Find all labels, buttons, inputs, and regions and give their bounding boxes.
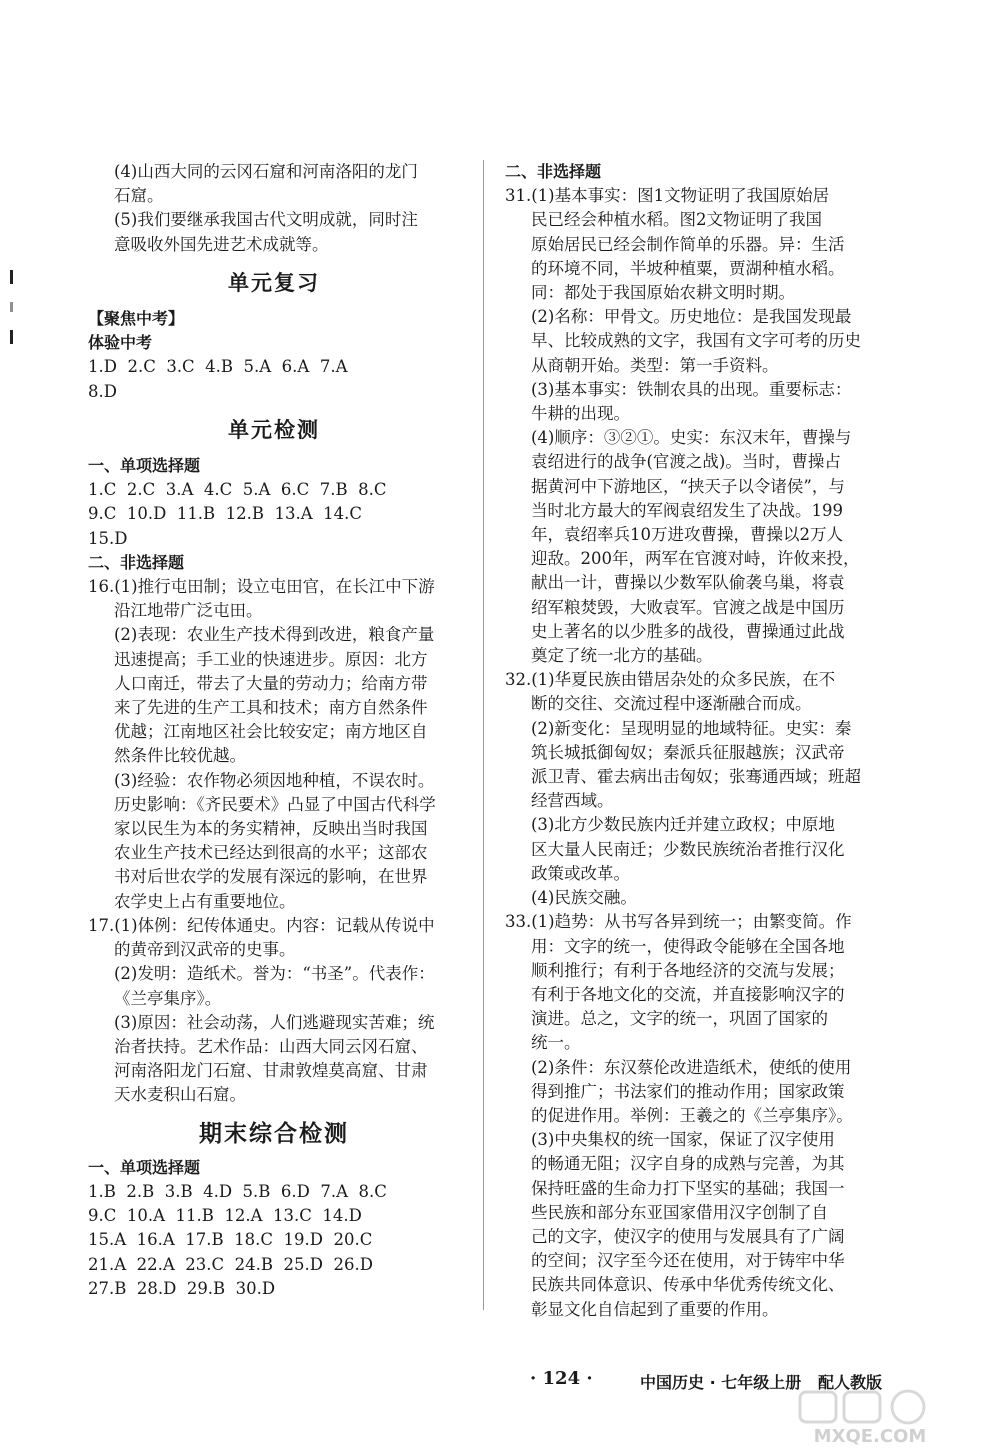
watermark-logo <box>770 1388 970 1448</box>
text-line: 奠定了统一北方的基础。 <box>531 646 713 666</box>
text-line: 1.B 2.B 3.B 4.D 5.B 6.D 7.A 8.C <box>88 1181 387 1201</box>
text-line: 区大量人民南迁；少数民族统治者推行汉化 <box>531 839 845 859</box>
text-line: (3)原因：社会动荡，人们逃避现实苦难；统 <box>114 1012 435 1032</box>
text-line: 《兰亭集序》。 <box>114 988 222 1008</box>
text-line: (2)条件：东汉蔡伦改进造纸术，使纸的使用 <box>531 1057 852 1077</box>
text-line: (5)我们要继承我国古代文明成就，同时注 <box>114 210 418 230</box>
text-line: 当时北方最大的军阀袁绍发生了决战。199 <box>531 500 843 520</box>
text-line: 年，袁绍率兵10万进攻曹操，曹操以2万人 <box>531 525 843 545</box>
subsection-label: 【聚焦中考】 <box>88 309 185 329</box>
text-line: 21.A 22.A 23.C 24.B 25.D 26.D <box>88 1254 373 1274</box>
text-line: (3)中央集权的统一国家，保证了汉字使用 <box>531 1130 835 1150</box>
text-line: 家以民生为本的务实精神，反映出当时我国 <box>114 819 428 839</box>
text-line: 筑长城抵御匈奴；秦派兵征服越族；汉武帝 <box>531 742 845 762</box>
section-heading: 期末综合检测 <box>199 1120 349 1147</box>
text-line: (2)发明：造纸术。誉为：“书圣”。代表作： <box>114 964 435 984</box>
text-line: 政策或改革。 <box>531 863 630 883</box>
text-line: 8.D <box>88 381 117 401</box>
text-line: 的促进作用。举例：王羲之的《兰亭集序》。 <box>531 1105 853 1125</box>
text-line: 27.B 28.D 29.B 30.D <box>88 1278 276 1298</box>
text-line: 人口南迁，带去了大量的劳动力；给南方带 <box>114 673 428 693</box>
text-line: 据黄河中下游地区，“挟天子以令诸侯”，与 <box>531 476 845 496</box>
text-line: (2)名称：甲骨文。历史地位：是我国发现最 <box>531 307 852 327</box>
subsection-label: 一、单项选择题 <box>88 1157 201 1177</box>
text-line: 绍军粮焚毁，大败袁军。官渡之战是中国历 <box>531 597 845 617</box>
text-line: 献出一计，曹操以少数军队偷袭乌巢，将袁 <box>531 573 845 593</box>
text-line: (4)山西大同的云冈石窟和河南洛阳的龙门 <box>114 162 418 181</box>
text-line: 来了先进的生产工具和技术；南方自然条件 <box>114 698 428 718</box>
subsection-label: 二、非选择题 <box>505 162 602 181</box>
text-line: 迎敌。200年，两军在官渡对峙，许攸来投， <box>531 549 860 569</box>
binding-mark <box>10 270 13 284</box>
text-line: 得到推广；书法家们的推动作用；国家政策 <box>531 1081 845 1101</box>
text-line: 农学史上占有重要地位。 <box>114 891 296 911</box>
text-line: (3)经验：农作物必须因地种植，不误农时。 <box>114 770 435 790</box>
text-line: 顺利推行；有利于各地经济的交流与发展； <box>531 960 845 980</box>
text-line: 9.C 10.D 11.B 12.B 13.A 14.C <box>88 504 363 524</box>
text-line: 17.(1)体例：纪传体通史。内容：记载从传说中 <box>88 915 435 935</box>
text-line: (2)新变化：呈现明显的地域特征。史实：秦 <box>531 718 852 738</box>
binding-mark <box>10 330 13 344</box>
text-line: 优越；江南地区社会比较安定；南方地区自 <box>114 722 428 742</box>
text-line: 原始居民已经会制作简单的乐器。异：生活 <box>531 234 845 254</box>
text-line: 意吸收外国先进艺术成就等。 <box>114 234 329 254</box>
subsection-label: 二、非选择题 <box>88 552 185 572</box>
text-line: 早、比较成熟的文字，我国有文字可考的历史 <box>531 331 861 351</box>
subsection-label: 体验中考 <box>88 333 153 353</box>
binding-mark <box>10 302 13 312</box>
book-title: 中国历史 · 七年级上册 <box>640 1373 802 1392</box>
text-line: 32.(1)华夏民族由错居杂处的众多民族，在不 <box>505 670 836 690</box>
text-line: 统一。 <box>531 1033 581 1053</box>
text-line: 治者扶持。艺术作品：山西大同云冈石窟、 <box>114 1036 428 1056</box>
text-line: 石窟。 <box>114 186 164 206</box>
text-line: 1.C 2.C 3.A 4.C 5.A 6.C 7.B 8.C <box>88 480 387 500</box>
text-line: 然条件比较优越。 <box>114 746 246 766</box>
right-column <box>505 160 877 1322</box>
text-line: 有利于各地文化的交流，并直接影响汉字的 <box>531 984 845 1004</box>
text-line: 15.A 16.A 17.B 18.C 19.D 20.C <box>88 1230 373 1250</box>
text-line: 沿江地带广泛屯田。 <box>114 601 263 621</box>
text-line: 从商朝开始。类型：第一手资料。 <box>531 355 779 375</box>
binding-marks <box>10 270 13 362</box>
text-line: 16.(1)推行屯田制；设立屯田官，在长江中下游 <box>88 577 435 597</box>
section-heading: 单元检测 <box>228 417 320 442</box>
text-line: 民已经会种植水稻。图2文物证明了我国 <box>531 210 822 230</box>
text-line: 33.(1)趋势：从书写各异到统一；由繁变简。作 <box>505 912 852 932</box>
text-line: 牛耕的出现。 <box>531 404 630 424</box>
text-line: 31.(1)基本事实：图1文物证明了我国原始居 <box>505 186 830 206</box>
text-line: 1.D 2.C 3.C 4.B 5.A 6.A 7.A <box>88 357 348 377</box>
left-column <box>88 160 460 1301</box>
text-line: 己的文字，使汉字的使用与发展具有了广阔 <box>531 1226 845 1246</box>
text-line: (3)北方少数民族内迁并建立政权；中原地 <box>531 815 835 835</box>
text-line: 河南洛阳龙门石窟、甘肃敦煌莫高窟、甘肃 <box>114 1061 428 1081</box>
text-line: 保持旺盛的生命力打下坚实的基础；我国一 <box>531 1178 845 1198</box>
text-line: 袁绍进行的战争(官渡之战)。当时，曹操占 <box>531 452 841 472</box>
text-line: 书对后世农学的发展有深远的影响，在世界 <box>114 867 428 887</box>
text-line: 的黄帝到汉武帝的史事。 <box>114 940 296 960</box>
text-line: 9.C 10.A 11.B 12.A 13.C 14.D <box>88 1206 362 1226</box>
text-line: 些民族和部分东亚国家借用汉字创制了自 <box>531 1202 828 1222</box>
text-line: 同：都处于我国原始农耕文明时期。 <box>531 283 795 303</box>
text-line: 天水麦积山石窟。 <box>114 1085 246 1105</box>
text-line: 演进。总之，文字的统一，巩固了国家的 <box>531 1009 828 1029</box>
section-heading: 单元复习 <box>228 270 320 295</box>
text-line: 15.D <box>88 528 128 548</box>
text-line: 迅速提高；手工业的快速进步。原因：北方 <box>114 649 428 669</box>
edition-label: 配人教版 <box>818 1373 883 1392</box>
text-line: 的环境不同，半坡种植粟，贾湖种植水稻。 <box>531 258 845 278</box>
text-line: (4)民族交融。 <box>531 888 637 908</box>
text-line: (2)表现：农业生产技术得到改进，粮食产量 <box>114 625 435 645</box>
text-line: 彰显文化自信起到了重要的作用。 <box>531 1299 779 1319</box>
text-line: 派卫青、霍去病出击匈奴；张骞通西域；班超 <box>531 767 861 787</box>
text-line: 断的交往、交流过程中逐渐融合而成。 <box>531 694 812 714</box>
watermark-url: MXQE.COM <box>813 1426 927 1447</box>
text-line: 史上著名的以少胜多的战役，曹操通过此战 <box>531 621 845 641</box>
text-line: 民族共同体意识、传承中华优秀传统文化、 <box>531 1275 845 1295</box>
text-line: 农业生产技术已经达到很高的水平；这部农 <box>114 843 428 863</box>
text-line: 历史影响：《齐民要术》凸显了中国古代科学 <box>114 794 436 814</box>
text-line: (3)基本事实：铁制农具的出现。重要标志： <box>531 379 852 399</box>
text-line: (4)顺序：③②①。史实：东汉末年，曹操与 <box>531 428 852 448</box>
subsection-label: 一、单项选择题 <box>88 456 201 476</box>
column-divider <box>483 160 484 1310</box>
page-number: · 124 · <box>530 1368 593 1389</box>
text-line: 的空间；汉字至今还在使用，对于铸牢中华 <box>531 1251 845 1271</box>
text-line: 经营西域。 <box>531 791 614 811</box>
text-line: 的畅通无阻；汉字自身的成熟与完善，为其 <box>531 1154 845 1174</box>
text-line: 用：文字的统一，使得政令能够在全国各地 <box>531 936 845 956</box>
